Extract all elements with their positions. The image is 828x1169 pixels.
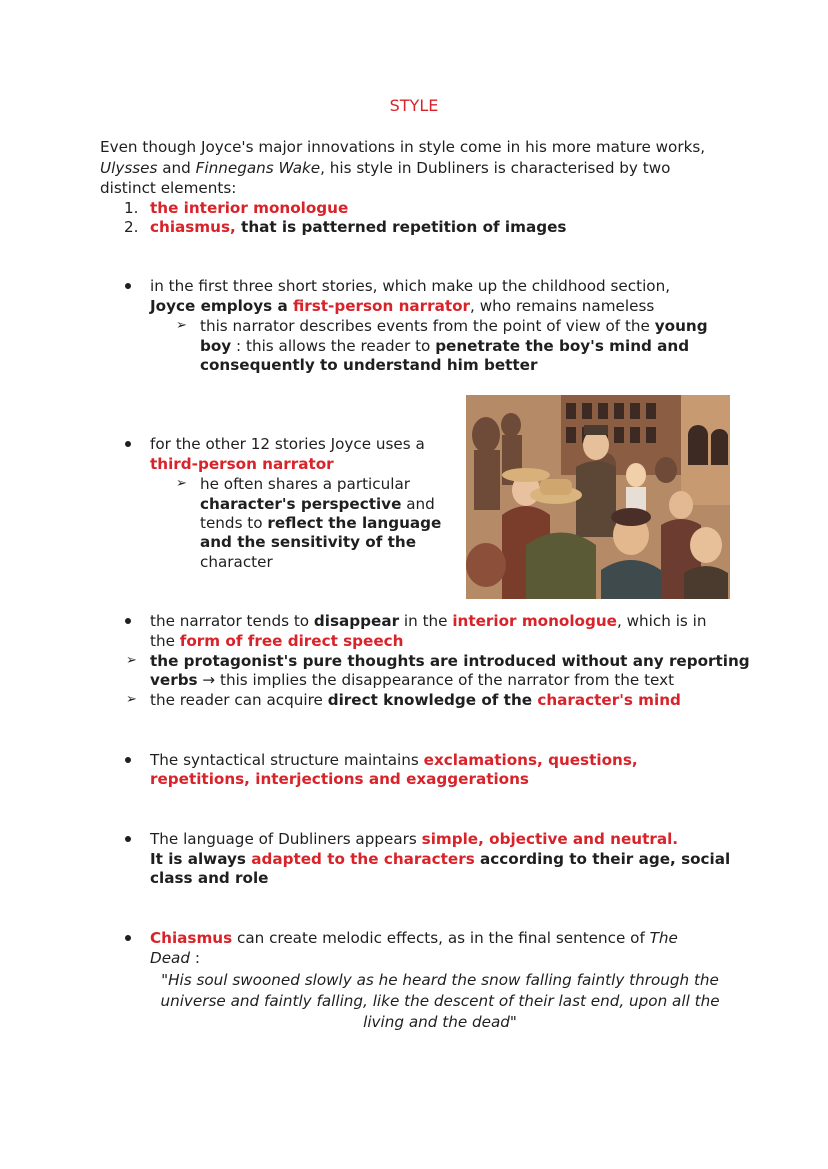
the-dead-title-part2: Dead [150, 949, 190, 967]
sec1-sub-line-3: consequently to understand him better [200, 356, 538, 374]
intro-line-3: distinct elements: [100, 179, 237, 197]
sec2-sub-line-2 [200, 494, 435, 514]
the-dead-title-part1: The [649, 929, 678, 947]
sec5-line-3: class and role [150, 869, 269, 887]
quote-line-2: universe and faintly falling, like the descent of their last end, upon all the [160, 992, 720, 1010]
bullet-point [123, 829, 133, 849]
sec2-sub-line-1: he often shares a particular [200, 475, 411, 493]
sec4-l1-red: exclamations, questions, [423, 751, 638, 769]
sec3-l1-mid: in the [399, 612, 453, 630]
quote-line-1: "His soul swooned slowly as he heard the snow falling faintly through the [161, 971, 719, 989]
adapted-to-characters-term: adapted to the characters [251, 850, 475, 868]
list-number-1: 1. [124, 199, 139, 217]
sec2-line-1: for the other 12 stories Joyce uses a [150, 435, 425, 453]
sec1-l2-start: Joyce employs a [150, 297, 293, 315]
sec1-line-1: in the first three short stories, which make up the childhood section, [150, 277, 671, 295]
bullet-point [123, 928, 133, 948]
quote-line-3: living and the dead" [363, 1013, 517, 1031]
sec5-line-2 [150, 849, 730, 869]
sec1-sub-line-1 [200, 316, 708, 336]
sec2-sub-line-5: character [200, 553, 273, 571]
sec2-s2-and: and [401, 495, 435, 513]
sec3-l2-start: the [150, 632, 180, 650]
list-item-2 [150, 217, 566, 237]
list-number-2: 2. [124, 218, 139, 236]
sec5-l1-start: The language of Dubliners appears [150, 830, 422, 848]
chiasmus-ref: Chiasmus [150, 929, 233, 947]
characters-mind-term: character's mind [537, 691, 681, 709]
sec1-s1-young: young [654, 317, 708, 335]
dubliners-crowd-illustration [466, 395, 730, 599]
sec4-line-2: repetitions, interjections and exaggerations [150, 770, 529, 788]
arrow-icon: ➢ [176, 318, 187, 333]
sec2-s3-start: tends to [200, 514, 268, 532]
verbs-word: verbs [150, 671, 198, 689]
interior-monologue-term: the interior monologue [150, 199, 349, 217]
sec3-a2-bold: direct knowledge of the [327, 691, 538, 709]
list-item-1 [150, 198, 348, 218]
arrow-icon: ➢ [176, 476, 187, 491]
sec3-line-1 [150, 611, 707, 631]
finnegans-wake-title: Finnegans Wake [195, 159, 321, 177]
sec1-s2-bold: penetrate the boy's mind and [435, 337, 690, 355]
arrow-icon: ➢ [126, 692, 137, 707]
interior-monologue-ref: interior monologue [452, 612, 617, 630]
sec3-arrow-line-1: the protagonist's pure thoughts are introduced without any reporting [150, 652, 750, 670]
intro-and: and [157, 159, 196, 177]
bullet-point [123, 434, 133, 454]
sec6-l1-mid: can create melodic effects, as in the final sentence of [232, 929, 650, 947]
sec3-arrow-line-3 [150, 690, 681, 710]
bullet-point [123, 276, 133, 296]
sec5-line-1 [150, 829, 678, 849]
sec3-l1-start: the narrator tends to [150, 612, 314, 630]
sec1-s2-mid: : this allows the reader to [231, 337, 436, 355]
disappear-word: disappear [313, 612, 400, 630]
sec6-l2-colon: : [190, 949, 200, 967]
sec4-line-1 [150, 750, 638, 770]
sec1-s1-text: this narrator describes events from the point of view of the [200, 317, 655, 335]
chiasmus-term: chiasmus, [150, 218, 236, 236]
intro-line-2 [100, 158, 670, 178]
sec6-line-1 [150, 928, 678, 948]
ulysses-title: Ulysses [100, 159, 158, 177]
sec1-sub-line-2 [200, 336, 689, 356]
page-title: STYLE [389, 96, 439, 115]
bullet-point [123, 611, 133, 631]
free-direct-speech-term: form of free direct speech [179, 632, 404, 650]
sec5-l1-red: simple, objective and neutral. [421, 830, 679, 848]
intro-line-2-rest: , his style in Dubliners is characterised by two [320, 159, 671, 177]
third-person-narrator-term: third-person narrator [150, 455, 334, 473]
intro-line-1: Even though Joyce's major innovations in style come in his more mature works, [100, 138, 706, 156]
first-person-narrator-term: first-person narrator [292, 297, 471, 315]
bullet-point [123, 750, 133, 770]
chiasmus-definition: that is patterned repetition of images [235, 218, 567, 236]
sec1-line-2 [150, 296, 654, 316]
sec5-l2-start: It is always [150, 850, 252, 868]
sec5-l2-end: according to their age, social [474, 850, 731, 868]
sec3-arrow-line-2 [150, 670, 674, 690]
sec2-sub-line-4: and the sensitivity of the [200, 533, 416, 551]
sec2-sub-line-3 [200, 513, 441, 533]
sec3-a1-rest: → this implies the disappearance of the narrator from the text [197, 671, 675, 689]
sec3-line-2 [150, 631, 403, 651]
sec1-l2-end: , who remains nameless [470, 297, 655, 315]
sec1-s2-boy: boy [200, 337, 232, 355]
sec2-s3-bold: reflect the language [267, 514, 442, 532]
sec4-l1-start: The syntactical structure maintains [150, 751, 424, 769]
sec3-a2-start: the reader can acquire [150, 691, 328, 709]
sec6-line-2 [150, 948, 200, 968]
arrow-icon: ➢ [126, 653, 137, 668]
sec3-l1-end: , which is in [616, 612, 707, 630]
sec2-s2-bold: character's perspective [200, 495, 402, 513]
